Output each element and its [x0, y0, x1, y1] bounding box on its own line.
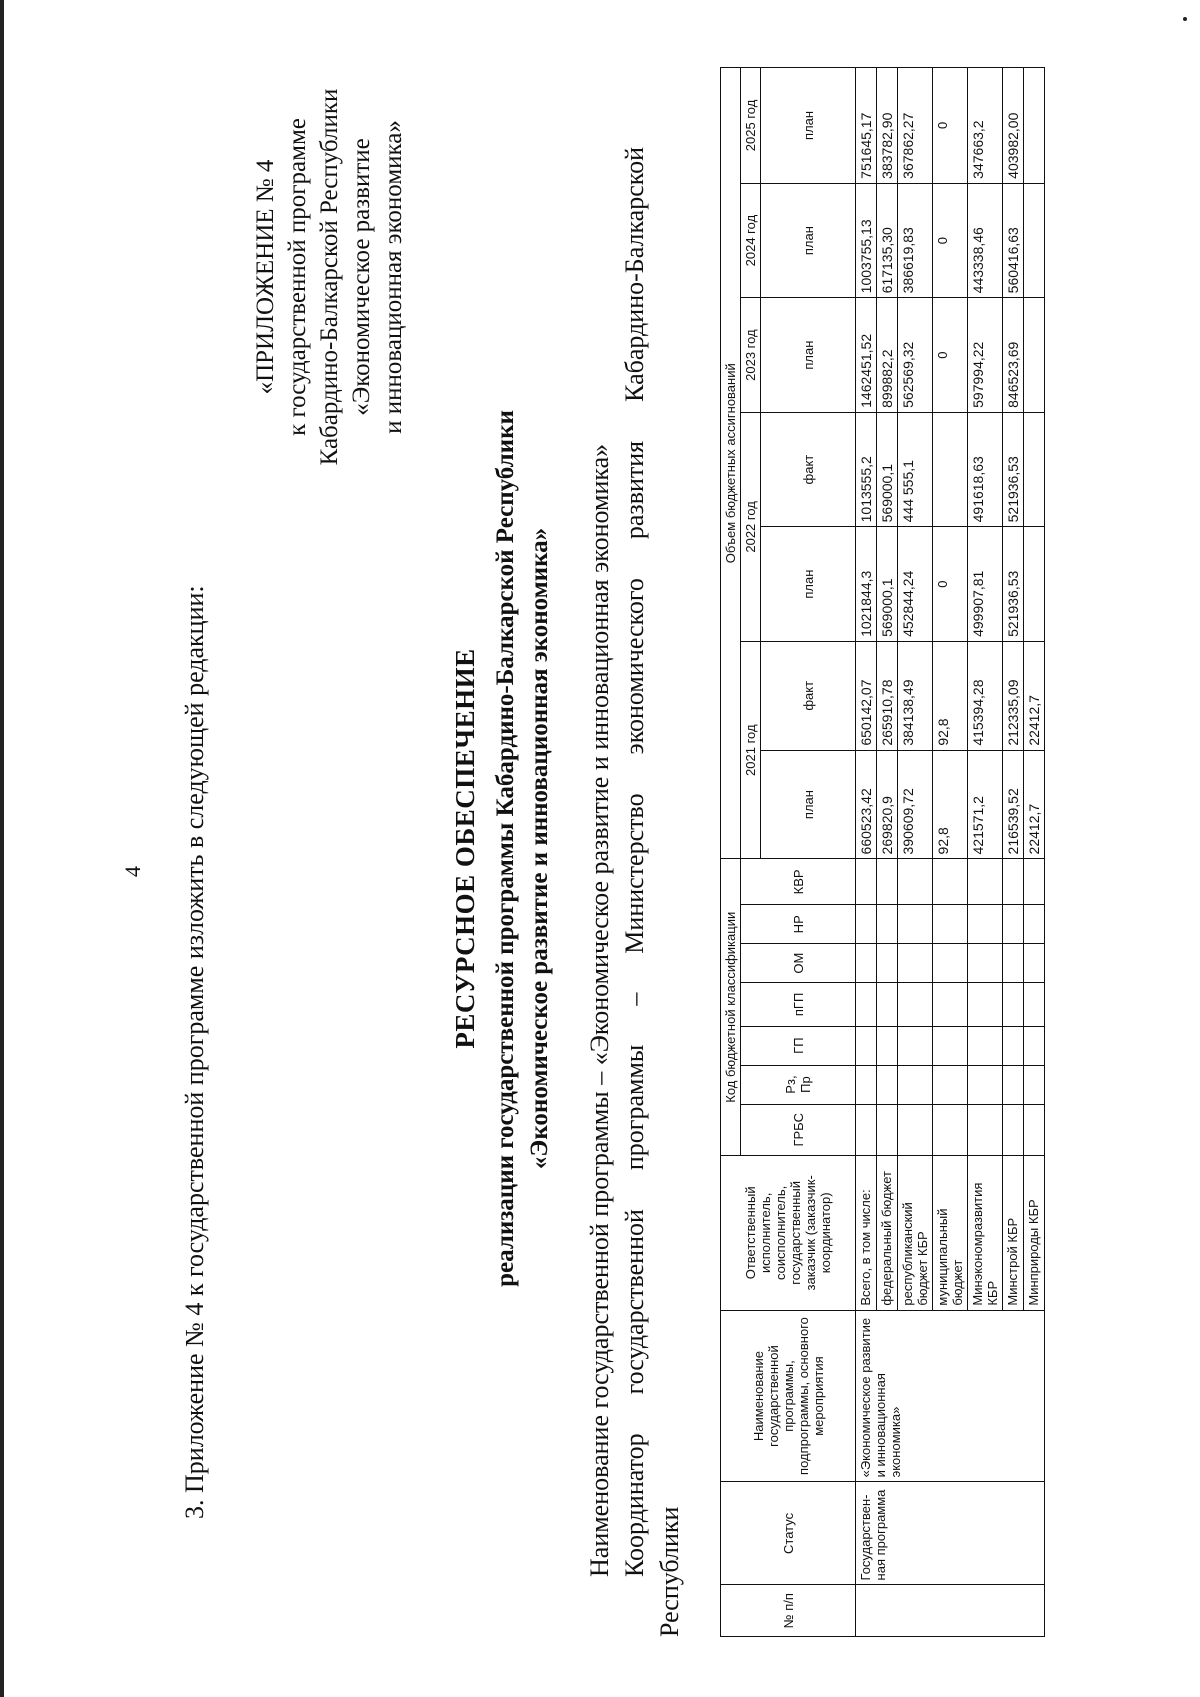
code-cell	[877, 983, 898, 1027]
value-cell: 22412,7	[1024, 750, 1045, 859]
value-cell: 560416,63	[1003, 183, 1024, 298]
appendix-line: Кабардино-Балкарской Республики	[316, 88, 343, 466]
code-cell	[1003, 1026, 1024, 1065]
header-plan: план	[761, 527, 856, 642]
code-cell	[1003, 944, 1024, 983]
header-np: НР	[741, 905, 856, 944]
header-year-2022: 2022 год	[741, 412, 761, 641]
header-grbs: ГРБС	[741, 1104, 856, 1156]
appendix-line: к государственной программе	[284, 118, 311, 436]
code-cell	[856, 905, 877, 944]
value-cell: 415394,28	[968, 641, 1003, 750]
intro-text: 3. Приложение № 4 к государственной программе изложить в следующей редакции:	[180, 585, 209, 1519]
value-cell: 367862,27	[898, 68, 933, 184]
program-name-line: Наименование государственной программы – «Экономическое развитие и инновационная экономика»	[585, 443, 614, 1577]
value-cell: 386619,83	[898, 183, 933, 298]
code-cell	[1003, 859, 1024, 905]
header-year-2025: 2025 год	[741, 68, 761, 184]
value-cell: 22412,7	[1024, 641, 1045, 750]
value-cell: 216539,52	[1003, 750, 1024, 859]
table-row	[856, 68, 877, 1637]
header-fact: факт	[761, 641, 856, 750]
header-volume-group: Объем бюджетных ассигнований	[721, 68, 741, 859]
code-cell	[877, 1104, 898, 1156]
value-cell: 650142,07	[856, 641, 877, 750]
header-pgp: пГП	[741, 983, 856, 1027]
code-cell	[898, 1026, 933, 1065]
code-cell	[856, 1104, 877, 1156]
appendix-title: «ПРИЛОЖЕНИЕ № 4	[252, 159, 279, 395]
code-cell	[877, 859, 898, 905]
value-cell: 846523,69	[1003, 298, 1024, 413]
code-cell	[898, 859, 933, 905]
value-cell: 1462451,52	[856, 298, 877, 413]
header-year-2024: 2024 год	[741, 183, 761, 298]
coordinator-word: экономического	[620, 578, 649, 755]
program-name-cell: «Экономическое развитие и инновационная экономика»	[856, 1310, 1045, 1482]
coordinator-word: –	[620, 992, 649, 1006]
header-gp: ГП	[741, 1026, 856, 1065]
code-cell	[898, 983, 933, 1027]
value-cell: 265910,78	[877, 641, 898, 750]
value-cell: 569000,1	[877, 412, 898, 527]
value-cell: 390609,72	[898, 750, 933, 859]
code-cell	[1024, 944, 1045, 983]
code-cell	[1024, 1065, 1045, 1104]
code-cell	[877, 944, 898, 983]
header-plan: план	[761, 183, 856, 298]
value-cell: 0	[933, 183, 968, 298]
code-cell	[968, 905, 1003, 944]
coordinator-word: Министерство	[620, 793, 649, 954]
value-cell: 452844,24	[898, 527, 933, 642]
value-cell: 92,8	[933, 641, 968, 750]
value-cell: 212335,09	[1003, 641, 1024, 750]
value-cell: 403982,00	[1003, 68, 1024, 184]
value-cell: 491618,63	[968, 412, 1003, 527]
value-cell: 499907,81	[968, 527, 1003, 642]
value-cell: 92,8	[933, 750, 968, 859]
value-cell: 521936,53	[1003, 412, 1024, 527]
header-code-group: Код бюджетной классификации	[721, 859, 741, 1156]
header-rzpr: Рз, Пр	[741, 1065, 856, 1104]
header-num: № п/п	[721, 1585, 856, 1637]
code-cell	[968, 983, 1003, 1027]
resource-subtitle: реализации государственной программы Кабардино-Балкарской Республики	[492, 410, 519, 1287]
value-cell: 660523,42	[856, 750, 877, 859]
value-cell	[1024, 527, 1045, 642]
code-cell	[1003, 983, 1024, 1027]
code-cell	[933, 944, 968, 983]
code-cell	[898, 905, 933, 944]
header-om: ОМ	[741, 944, 856, 983]
header-plan: план	[761, 298, 856, 413]
value-cell: 562569,32	[898, 298, 933, 413]
header-status: Статус	[721, 1482, 856, 1585]
value-cell: 1013555,2	[856, 412, 877, 527]
code-cell	[856, 1026, 877, 1065]
value-cell	[1024, 412, 1045, 527]
code-cell	[933, 1104, 968, 1156]
value-cell	[1024, 298, 1045, 413]
responsible-cell: Минэкономразвития КБР	[968, 1156, 1003, 1311]
value-cell: 521936,53	[1003, 527, 1024, 642]
code-cell	[856, 944, 877, 983]
header-name: Наименование государственной программы, подпрограммы, основного мероприятия	[721, 1310, 856, 1482]
resource-title: РЕСУРСНОЕ ОБЕСПЕЧЕНИЕ	[450, 648, 480, 1049]
code-cell	[968, 1026, 1003, 1065]
value-cell: 0	[933, 68, 968, 184]
row-number-cell	[856, 1585, 1045, 1637]
header-fact: факт	[761, 412, 856, 527]
code-cell	[933, 983, 968, 1027]
code-cell	[1024, 983, 1045, 1027]
value-cell: 597994,22	[968, 298, 1003, 413]
code-cell	[1003, 1104, 1024, 1156]
responsible-cell: республиканский бюджет КБР	[898, 1156, 933, 1311]
code-cell	[933, 859, 968, 905]
coordinator-word: программы	[620, 1044, 649, 1171]
code-cell	[877, 1065, 898, 1104]
appendix-line: «Экономическое развитие	[348, 138, 375, 416]
value-cell: 421571,2	[968, 750, 1003, 859]
code-cell	[856, 983, 877, 1027]
value-cell	[933, 412, 968, 527]
coordinator-line-2: Республики	[655, 1506, 684, 1637]
code-cell	[898, 1104, 933, 1156]
value-cell: 751645,17	[856, 68, 877, 184]
code-cell	[968, 1104, 1003, 1156]
code-cell	[933, 905, 968, 944]
code-cell	[1024, 905, 1045, 944]
value-cell: 0	[933, 527, 968, 642]
appendix-line: и инновационная экономика»	[380, 120, 407, 434]
code-cell	[933, 1065, 968, 1104]
budget-table-body	[856, 68, 1045, 1637]
value-cell	[1024, 183, 1045, 298]
coordinator-line	[620, 147, 650, 1577]
appendix-block	[250, 37, 410, 517]
status-cell: Государствен-ная программа	[856, 1482, 1045, 1585]
code-cell	[1003, 1065, 1024, 1104]
responsible-cell: федеральный бюджет	[877, 1156, 898, 1311]
value-cell: 899882,2	[877, 298, 898, 413]
code-cell	[1003, 905, 1024, 944]
value-cell: 1003755,13	[856, 183, 877, 298]
resource-subtitle-program: «Экономическое развитие и инновационная экономика»	[526, 527, 553, 1170]
header-year-2023: 2023 год	[741, 298, 761, 413]
value-cell: 0	[933, 298, 968, 413]
code-cell	[877, 905, 898, 944]
code-cell	[1024, 1026, 1045, 1065]
code-cell	[877, 1026, 898, 1065]
coordinator-word: государственной	[620, 1209, 649, 1395]
responsible-cell: муниципальный бюджет	[933, 1156, 968, 1311]
header-plan: план	[761, 68, 856, 184]
value-cell: 1021844,3	[856, 527, 877, 642]
responsible-cell: Минприроды КБР	[1024, 1156, 1045, 1311]
code-cell	[968, 1065, 1003, 1104]
header-year-2021: 2021 год	[741, 641, 761, 859]
value-cell: 347663,2	[968, 68, 1003, 184]
header-responsible: Ответственный исполнитель, соисполнитель, государственный заказчик (заказчик-координатор)	[721, 1156, 856, 1311]
code-cell	[933, 1026, 968, 1065]
value-cell: 617135,30	[877, 183, 898, 298]
code-cell	[856, 1065, 877, 1104]
coordinator-word: Координатор	[620, 1433, 649, 1577]
code-cell	[968, 944, 1003, 983]
code-cell	[898, 944, 933, 983]
coordinator-word: развития	[620, 440, 649, 540]
page-number: 4	[120, 866, 145, 877]
value-cell: 269820,9	[877, 750, 898, 859]
code-cell	[898, 1065, 933, 1104]
value-cell	[1024, 68, 1045, 184]
code-cell	[1024, 859, 1045, 905]
header-plan: план	[761, 750, 856, 859]
value-cell: 569000,1	[877, 527, 898, 642]
value-cell: 383782,90	[877, 68, 898, 184]
value-cell: 443338,46	[968, 183, 1003, 298]
value-cell: 384138,49	[898, 641, 933, 750]
responsible-cell: Минстрой КБР	[1003, 1156, 1024, 1311]
coordinator-word: Кабардино-Балкарской	[620, 147, 649, 402]
code-cell	[856, 859, 877, 905]
code-cell	[1024, 1104, 1045, 1156]
responsible-cell: Всего, в том числе:	[856, 1156, 877, 1311]
budget-table	[720, 67, 1045, 1637]
header-kvr: КВР	[741, 859, 856, 905]
value-cell: 444 555,1	[898, 412, 933, 527]
code-cell	[968, 859, 1003, 905]
